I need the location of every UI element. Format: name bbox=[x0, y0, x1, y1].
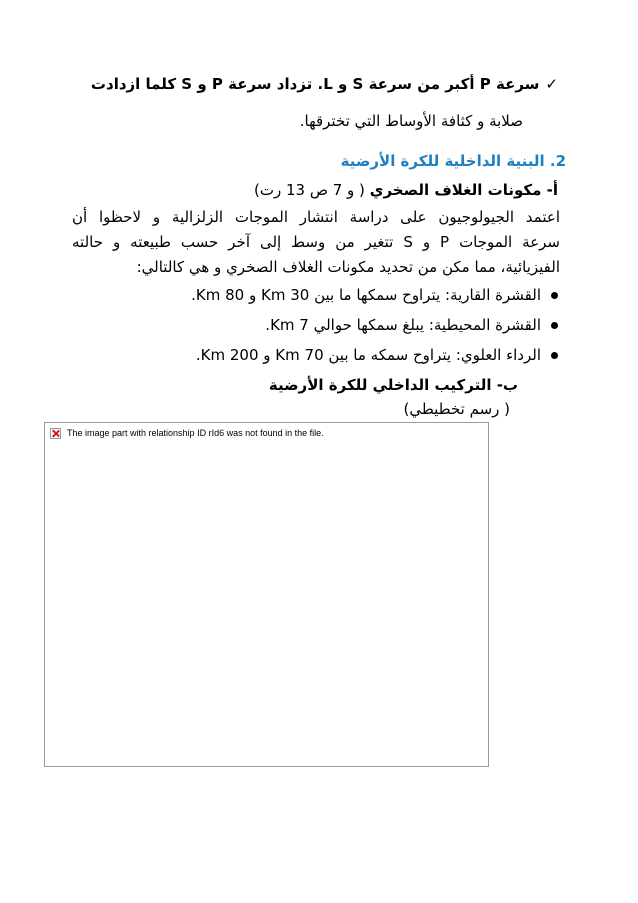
broken-image-message: The image part with relationship ID rId6 was not found in the file. bbox=[67, 428, 324, 438]
list-item bbox=[70, 344, 558, 366]
subsection-b-title: ب- التركيب الداخلي للكرة الأرضية bbox=[268, 376, 518, 394]
broken-image-placeholder bbox=[44, 422, 489, 767]
paragraph-line-2: سرعة الموجات P و S تتغير من وسط إلى آخر حسب طبيعته و حالته bbox=[72, 233, 560, 251]
bullet-icon bbox=[551, 292, 558, 299]
list-item bbox=[70, 284, 558, 306]
section-title: 2. البنية الداخلية للكرة الأرضية bbox=[340, 152, 566, 170]
subsection-a-title: أ- مكونات الغلاف الصخري bbox=[369, 181, 558, 199]
bullet-icon bbox=[551, 322, 558, 329]
paragraph-line-1: اعتمد الجيولوجيون على دراسة انتشار الموجات الزلزالية و لاحظوا أن bbox=[72, 208, 560, 226]
broken-image-icon bbox=[50, 428, 61, 439]
paragraph-line-3: الفيزيائية، مما مكن من تحديد مكونات الغلاف الصخري و هي كالتالي: bbox=[136, 258, 560, 276]
subsection-a-heading bbox=[70, 179, 558, 201]
check-line bbox=[70, 73, 558, 95]
list-item-text: القشرة المحيطية: يبلغ سمكها حوالي 7 Km. bbox=[265, 316, 541, 334]
bullet-icon bbox=[551, 352, 558, 359]
intro-continuation: صلابة و كثافة الأوساط التي تخترقها. bbox=[299, 112, 523, 130]
subsection-b-note: ( رسم تخطيطي) bbox=[403, 400, 510, 418]
list-item-text: القشرة القارية: يتراوح سمكها ما بين 30 Km و 80 Km. bbox=[191, 286, 541, 304]
list-item-text: الرداء العلوي: يتراوح سمكه ما بين 70 Km و 200 Km. bbox=[195, 346, 541, 364]
checkmark-icon: ✓ bbox=[545, 75, 558, 93]
check-line-text: سرعة P أكبر من سرعة S و L. تزداد سرعة P و S كلما ازدادت bbox=[90, 75, 540, 93]
list-item bbox=[70, 314, 558, 336]
subsection-a-ref: ( و 7 ص 13 رت) bbox=[253, 181, 365, 199]
